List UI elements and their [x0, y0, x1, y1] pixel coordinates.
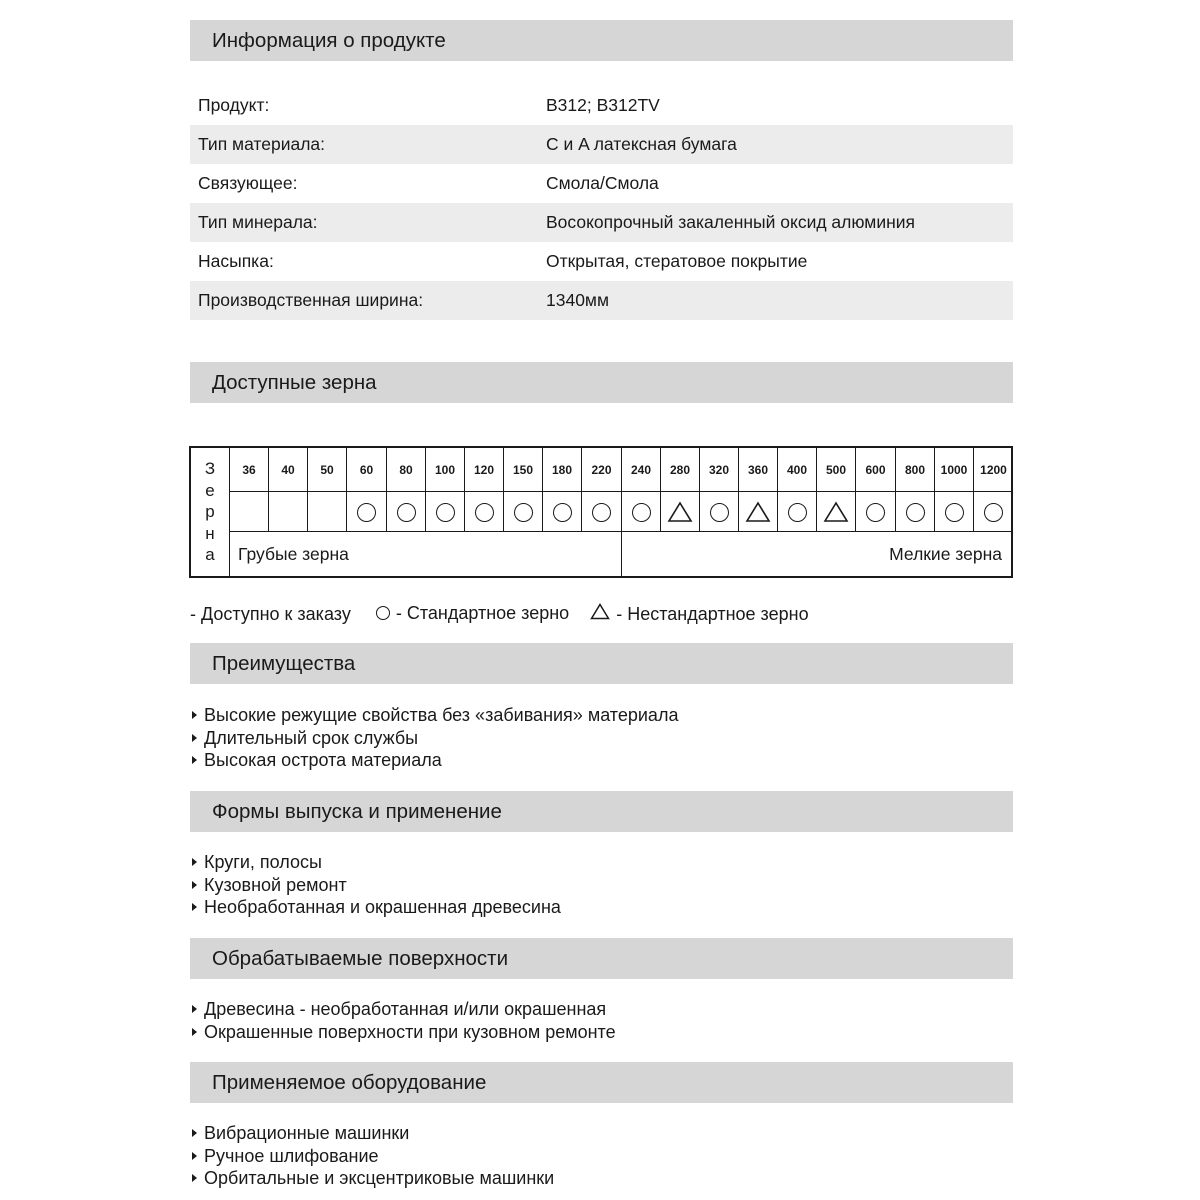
grit-availability-cell [622, 492, 661, 532]
grit-availability-cell [700, 492, 739, 532]
grit-side-letter: е [205, 480, 215, 500]
list-item [190, 896, 561, 919]
grit-availability-cell [935, 492, 974, 532]
list-item [190, 1021, 616, 1044]
nonstandard-grit-triangle-icon [667, 501, 693, 523]
info-label: Продукт: [198, 95, 270, 115]
info-row-product [190, 86, 1013, 125]
info-label: Связующее: [198, 173, 298, 193]
legend-nonstandard [590, 602, 808, 626]
bullet-arrow-icon [192, 756, 197, 764]
grit-availability-cell [387, 492, 426, 532]
list-item-text: Кузовной ремонт [204, 874, 347, 895]
grit-value-cell: 150 [504, 448, 543, 492]
standard-grit-circle-icon [475, 503, 494, 522]
info-value: B312; B312TV [546, 95, 660, 115]
grit-availability-cell [347, 492, 387, 532]
standard-grit-circle-icon [397, 503, 416, 522]
grit-side-letter: З [204, 459, 216, 479]
list-item [190, 874, 561, 897]
list-item [190, 1167, 554, 1190]
info-label: Насыпка: [198, 251, 274, 271]
standard-grit-circle-icon [514, 503, 533, 522]
standard-grit-circle-icon [788, 503, 807, 522]
forms-header: Формы выпуска и применение [190, 791, 1013, 832]
standard-grit-circle-icon [553, 503, 572, 522]
grit-value-cell: 280 [661, 448, 700, 492]
info-value: 1340мм [546, 290, 609, 310]
grit-availability-cell [269, 492, 308, 532]
standard-grit-circle-icon [632, 503, 651, 522]
list-item [190, 998, 616, 1021]
standard-grit-circle-icon [592, 503, 611, 522]
list-item-text: Необработанная и окрашенная древесина [204, 897, 561, 917]
info-label: Тип минерала: [198, 212, 318, 232]
grit-side-letter: р [205, 502, 215, 522]
standard-grit-circle-icon [710, 503, 729, 522]
standard-grit-circle-icon [906, 503, 925, 522]
standard-grit-circle-icon [436, 503, 455, 522]
bullet-arrow-icon [192, 1028, 197, 1036]
grits-header: Доступные зерна [190, 362, 1013, 403]
grit-value-cell: 50 [308, 448, 347, 492]
legend-available [190, 602, 351, 626]
grit-value-cell: 600 [856, 448, 896, 492]
list-item [190, 727, 678, 750]
list-item [190, 851, 561, 874]
bullet-arrow-icon [192, 1152, 197, 1160]
triangle-icon [590, 602, 610, 626]
forms-list [190, 851, 561, 919]
fine-grits-label: Мелкие зерна [889, 544, 1002, 564]
grit-value-cell: 40 [269, 448, 308, 492]
grit-availability-cell [974, 492, 1013, 532]
grit-side-label [191, 448, 230, 576]
list-item-text: Орбитальные и эксцентриковые машинки [204, 1168, 555, 1188]
list-item-text: Окрашенные поверхности при кузовном ремонте [204, 1021, 616, 1042]
bullet-arrow-icon [192, 881, 197, 889]
info-row-binder [190, 164, 1013, 203]
bullet-arrow-icon [192, 734, 197, 742]
grit-availability-cell [582, 492, 622, 532]
bullet-arrow-icon [192, 1005, 197, 1013]
grit-availability-cell [778, 492, 817, 532]
grit-value-cell: 80 [387, 448, 426, 492]
grit-value-cell: 400 [778, 448, 817, 492]
legend-available-text: - Доступно к заказу [190, 604, 351, 624]
grit-availability-cell [308, 492, 347, 532]
bullet-arrow-icon [192, 711, 197, 719]
info-row-width [190, 281, 1013, 320]
grit-side-letter: а [205, 545, 215, 565]
list-item [190, 1122, 554, 1145]
grit-value-cell: 500 [817, 448, 856, 492]
standard-grit-circle-icon [945, 503, 964, 522]
grit-value-cell: 36 [230, 448, 269, 492]
grit-side-letter: н [205, 523, 215, 543]
list-item-text: Ручное шлифование [204, 1145, 379, 1166]
info-row-mineral-type [190, 203, 1013, 242]
list-item-text: Высокие режущие свойства без «забивания» материала [204, 705, 679, 725]
grit-value-cell: 180 [543, 448, 582, 492]
info-value: C и A латексная бумага [546, 134, 737, 154]
list-item-text: Круги, полосы [204, 852, 322, 872]
grit-value-cell: 240 [622, 448, 661, 492]
nonstandard-grit-triangle-icon [745, 501, 771, 523]
standard-grit-circle-icon [357, 503, 376, 522]
list-item-text: Вибрационные машинки [204, 1123, 410, 1143]
grit-table [189, 446, 1013, 578]
grit-availability-cell [465, 492, 504, 532]
grit-availability-cell [426, 492, 465, 532]
grit-value-cell: 1200 [980, 463, 1007, 477]
info-row-material-type [190, 125, 1013, 164]
grit-availability-cell [543, 492, 582, 532]
info-row-coating [190, 242, 1013, 281]
grit-availability-cell [230, 492, 269, 532]
product-info-header: Информация о продукте [190, 20, 1013, 61]
bullet-arrow-icon [192, 903, 197, 911]
circle-icon [376, 606, 390, 620]
advantages-header: Преимущества [190, 643, 1013, 684]
equipment-header: Применяемое оборудование [190, 1062, 1013, 1103]
list-item-text: Древесина - необработанная и/или окрашенная [204, 999, 607, 1019]
info-label: Производственная ширина: [198, 290, 424, 310]
grit-availability-cell [504, 492, 543, 532]
list-item-text: Длительный срок службы [204, 727, 419, 748]
surfaces-list [190, 998, 616, 1043]
equipment-list [190, 1122, 554, 1190]
grit-legend [190, 601, 809, 626]
nonstandard-grit-triangle-icon [823, 501, 849, 523]
grit-availability-cell [856, 492, 896, 532]
info-value: Восокопрочный закаленный оксид алюминия [546, 212, 916, 232]
info-label: Тип материала: [198, 134, 326, 154]
standard-grit-circle-icon [984, 503, 1003, 522]
grit-value-cell: 1000 [935, 448, 974, 492]
grit-availability-cell [661, 492, 700, 532]
list-item-text: Высокая острота материала [204, 750, 442, 770]
legend-nonstandard-text: - Нестандартное зерно [616, 604, 809, 624]
bullet-arrow-icon [192, 1129, 197, 1137]
grit-value-cell: 320 [700, 448, 739, 492]
grit-value-cell: 220 [582, 448, 622, 492]
grit-value-cell: 60 [347, 448, 387, 492]
grit-value-cell: 100 [426, 448, 465, 492]
list-item [190, 749, 678, 772]
legend-standard-text: - Стандартное зерно [395, 603, 570, 623]
grit-value-cell: 800 [896, 448, 935, 492]
info-value: Открытая, стератовое покрытие [546, 251, 808, 271]
info-value: Смола/Смола [546, 173, 659, 193]
bullet-arrow-icon [192, 858, 197, 866]
grit-availability-cell [896, 492, 935, 532]
grit-availability-cell [739, 492, 778, 532]
bullet-arrow-icon [192, 1174, 197, 1182]
standard-grit-circle-icon [866, 503, 885, 522]
advantages-list [190, 704, 678, 772]
list-item [190, 704, 678, 727]
coarse-fine-divider [621, 532, 622, 576]
coarse-grits-label: Грубые зерна [238, 544, 349, 564]
surfaces-header: Обрабатываемые поверхности [190, 938, 1013, 979]
grit-value-cell: 360 [739, 448, 778, 492]
grit-availability-cell [817, 492, 856, 532]
legend-standard [376, 601, 569, 625]
grit-value-cell: 120 [465, 448, 504, 492]
list-item [190, 1145, 554, 1168]
product-info-table [190, 86, 1013, 320]
